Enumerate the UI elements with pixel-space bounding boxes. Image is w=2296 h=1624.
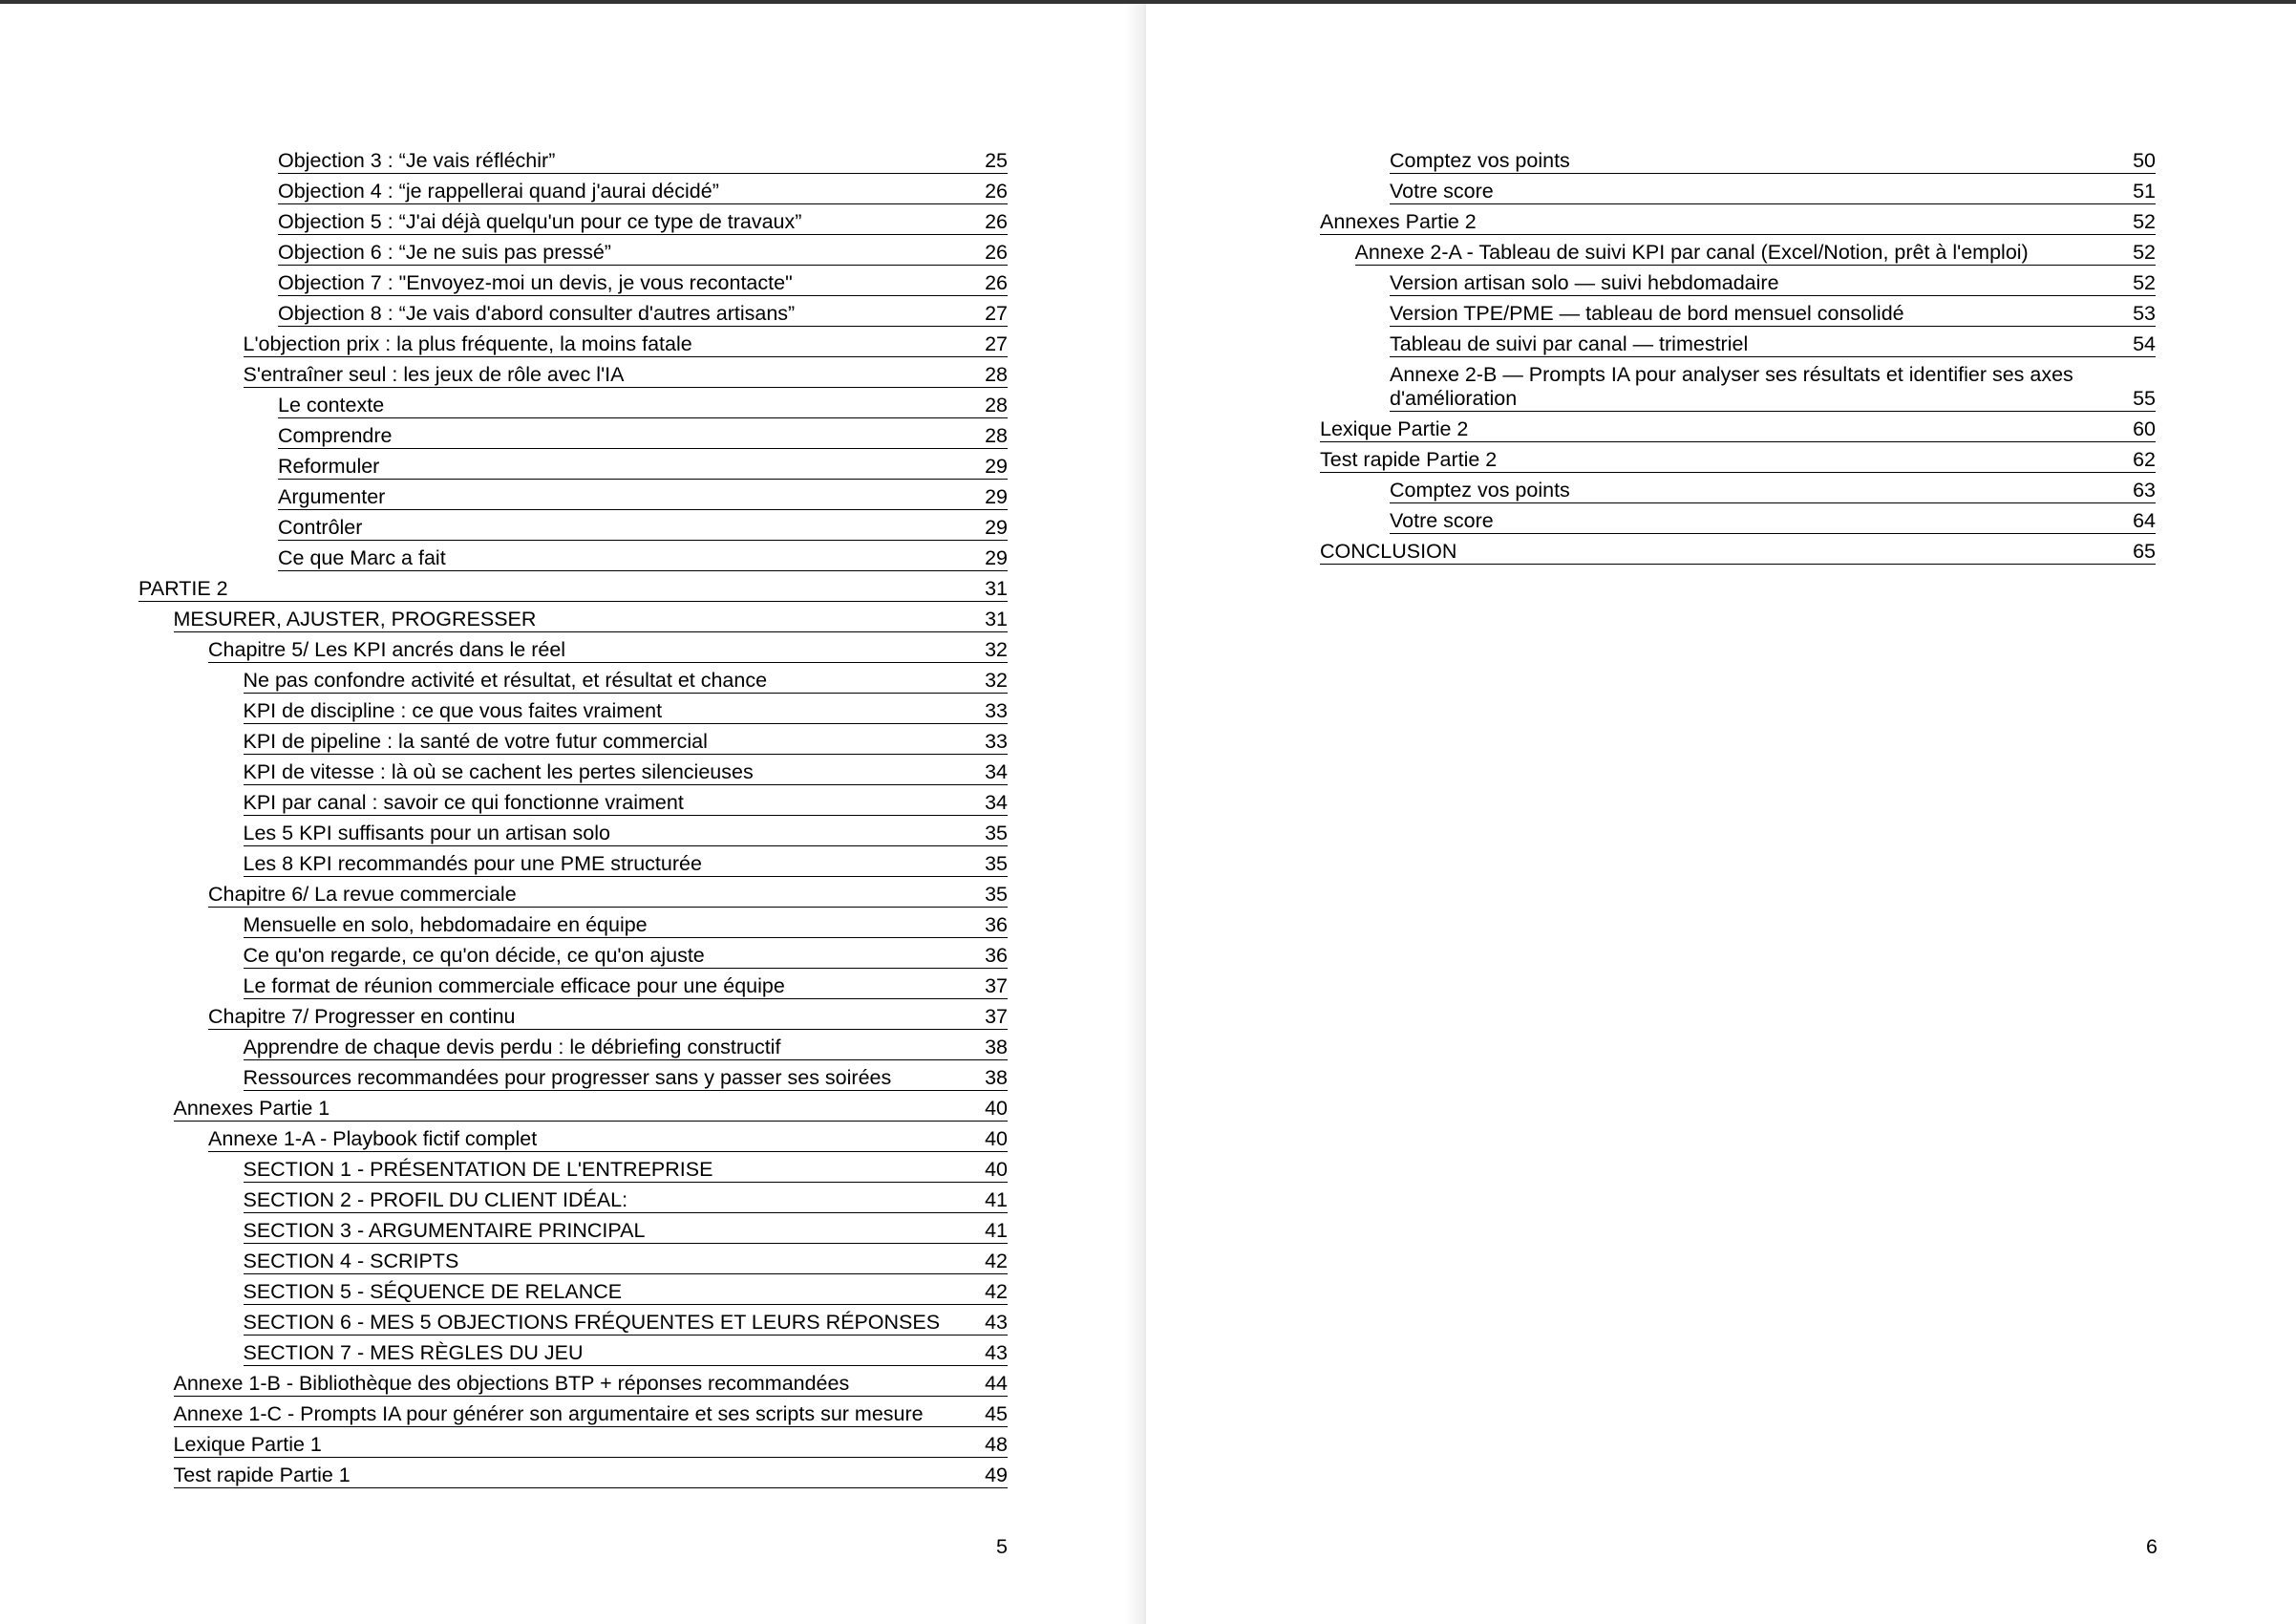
toc-entry[interactable] [244,1250,1009,1274]
toc-entry-title: Comptez vos points [1390,149,1570,172]
toc-entry-title: Annexes Partie 2 [1320,210,1477,233]
toc-entry-page-number: 38 [985,1066,1008,1089]
table-of-contents-left [138,149,1008,1488]
toc-entry[interactable] [1390,332,2156,357]
page-number-left: 5 [996,1535,1008,1558]
toc-entry-title: Objection 4 : “je rappellerai quand j'aurai décidé” [278,180,719,203]
toc-entry-title: Ne pas confondre activité et résultat, et résultat et chance [243,669,768,692]
toc-entry-page-number: 42 [985,1250,1008,1272]
toc-entry-page-number: 45 [985,1402,1008,1425]
toc-entry-page-number: 40 [985,1158,1008,1181]
toc-entry[interactable] [208,1127,1008,1152]
toc-entry[interactable] [208,638,1008,663]
toc-entry[interactable] [244,791,1009,816]
toc-entry[interactable] [208,883,1008,908]
toc-entry-title: SECTION 3 - ARGUMENTAIRE PRINCIPAL [243,1219,646,1242]
toc-entry-page-number: 49 [985,1464,1008,1486]
toc-entry-title: Annexe 1-C - Prompts IA pour générer son argumentaire et ses scripts sur mesure [173,1402,924,1425]
toc-entry-page-number: 26 [985,271,1008,294]
toc-entry-page-number: 29 [985,516,1008,539]
toc-entry-title: KPI par canal : savoir ce qui fonctionne vraiment [243,791,684,814]
toc-entry[interactable] [1390,509,2156,534]
toc-entry-title: Annexes Partie 1 [173,1097,330,1120]
toc-entry-page-number: 64 [2133,509,2156,532]
toc-entry-title: Contrôler [278,516,363,539]
toc-entry-page-number: 34 [985,791,1008,814]
toc-entry-title: Comprendre [278,424,393,447]
toc-entry[interactable] [1320,417,2156,442]
toc-entry-title: Ressources recommandées pour progresser sans y passer ses soirées [243,1066,892,1089]
toc-entry-page-number: 36 [985,913,1008,936]
toc-entry[interactable] [1390,302,2156,327]
toc-entry-title: KPI de discipline : ce que vous faites vraiment [243,699,663,722]
toc-entry-page-number: 41 [985,1188,1008,1211]
toc-entry-page-number: 35 [985,852,1008,875]
toc-entry-title: SECTION 4 - SCRIPTS [243,1250,459,1272]
toc-entry-page-number: 38 [985,1036,1008,1058]
toc-entry-page-number: 43 [985,1341,1008,1364]
toc-entry-page-number: 26 [985,241,1008,264]
toc-entry[interactable] [1390,271,2156,296]
toc-entry-title: Reformuler [278,455,380,478]
toc-entry-page-number: 55 [2133,387,2156,410]
toc-entry-page-number: 25 [985,149,1008,172]
toc-entry-page-number: 52 [2133,271,2156,294]
toc-entry[interactable] [278,485,1008,510]
toc-entry-title: KPI de vitesse : là où se cachent les pertes silencieuses [243,760,754,783]
toc-entry-title: Test rapide Partie 2 [1320,448,1498,471]
toc-entry-page-number: 28 [985,363,1008,386]
toc-entry-title: Test rapide Partie 1 [173,1464,351,1486]
toc-entry[interactable] [244,1311,1009,1336]
toc-entry-page-number: 27 [985,332,1008,355]
toc-entry-title: SECTION 7 - MES RÈGLES DU JEU [243,1341,584,1364]
toc-entry-title: Votre score [1390,180,1494,203]
toc-entry[interactable] [244,1341,1009,1366]
toc-entry-page-number: 35 [985,822,1008,844]
toc-entry-page-number: 43 [985,1311,1008,1334]
toc-entry-page-number: 35 [985,883,1008,906]
toc-entry[interactable] [174,608,1009,632]
toc-entry-title: SECTION 1 - PRÉSENTATION DE L'ENTREPRISE [243,1158,713,1181]
toc-entry-title: Annexe 2-B — Prompts IA pour analyser ses résultats et identifier ses axes d'amélioration [1390,363,2073,410]
toc-entry[interactable] [244,1219,1009,1244]
toc-entry-title: Annexe 1-A - Playbook fictif complet [208,1127,538,1150]
toc-entry-title: MESURER, AJUSTER, PROGRESSER [173,608,537,630]
toc-entry[interactable] [278,302,1008,327]
toc-entry-title: Version artisan solo — suivi hebdomadaire [1390,271,1779,294]
toc-entry-page-number: 29 [985,455,1008,478]
toc-entry-page-number: 26 [985,210,1008,233]
toc-entry-title: Annexe 1-B - Bibliothèque des objections BTP + réponses recommandées [173,1372,850,1395]
toc-entry[interactable] [1390,149,2156,174]
toc-entry[interactable] [208,1005,1008,1030]
toc-entry-page-number: 33 [985,730,1008,753]
toc-entry[interactable] [1355,241,2157,266]
toc-entry[interactable] [1390,479,2156,503]
toc-entry-title: L'objection prix : la plus fréquente, la moins fatale [243,332,692,355]
toc-entry[interactable] [244,1066,1009,1091]
toc-entry[interactable] [244,363,1009,388]
toc-entry-title: Mensuelle en solo, hebdomadaire en équipe [243,913,648,936]
toc-entry-title: Votre score [1390,509,1494,532]
toc-entry[interactable] [244,699,1009,724]
toc-entry-page-number: 29 [985,485,1008,508]
toc-entry-page-number: 27 [985,302,1008,325]
toc-entry-title: Annexe 2-A - Tableau de suivi KPI par canal (Excel/Notion, prêt à l'emploi) [1354,241,2029,264]
toc-entry-page-number: 28 [985,394,1008,417]
toc-entry-page-number: 32 [985,669,1008,692]
toc-entry-page-number: 54 [2133,332,2156,355]
toc-entry-title: Lexique Partie 1 [173,1433,322,1456]
toc-entry-page-number: 31 [985,608,1008,630]
toc-entry[interactable] [244,1158,1009,1183]
toc-entry-page-number: 40 [985,1127,1008,1150]
toc-entry-title: Comptez vos points [1390,479,1570,502]
toc-entry-title: Chapitre 6/ La revue commerciale [208,883,517,906]
toc-entry-title: SECTION 2 - PROFIL DU CLIENT IDÉAL: [243,1188,628,1211]
toc-entry[interactable] [174,1097,1009,1122]
toc-entry[interactable] [1320,540,2156,565]
toc-entry-page-number: 37 [985,974,1008,997]
toc-entry-page-number: 44 [985,1372,1008,1395]
toc-entry-page-number: 34 [985,760,1008,783]
table-of-contents-right [1320,149,2156,565]
toc-entry-page-number: 42 [985,1280,1008,1303]
toc-entry[interactable] [244,730,1009,755]
toc-entry[interactable] [244,822,1009,846]
toc-entry[interactable] [244,760,1009,785]
toc-entry-title: SECTION 6 - MES 5 OBJECTIONS FRÉQUENTES ET LEURS RÉPONSES [243,1311,941,1334]
toc-entry-page-number: 48 [985,1433,1008,1456]
toc-entry-page-number: 41 [985,1219,1008,1242]
toc-entry[interactable] [278,271,1008,296]
toc-entry-page-number: 51 [2133,180,2156,203]
toc-entry-title: CONCLUSION [1320,540,1457,563]
toc-entry-title: Objection 7 : "Envoyez-moi un devis, je vous recontacte" [278,271,793,294]
toc-entry[interactable] [278,455,1008,480]
toc-entry-page-number: 52 [2133,210,2156,233]
toc-entry[interactable] [138,577,1008,602]
toc-entry-title: Ce que Marc a fait [278,546,446,569]
toc-entry-title: Lexique Partie 2 [1320,417,1469,440]
toc-entry-title: Les 5 KPI suffisants pour un artisan solo [243,822,610,844]
toc-entry[interactable] [244,669,1009,694]
toc-entry-title: SECTION 5 - SÉQUENCE DE RELANCE [243,1280,623,1303]
toc-entry[interactable] [244,913,1009,938]
toc-entry-title: Objection 8 : “Je vais d'abord consulter d'autres artisans” [278,302,796,325]
toc-entry[interactable] [278,180,1008,204]
toc-entry[interactable] [174,1402,1009,1427]
toc-entry-page-number: 26 [985,180,1008,203]
toc-entry-title: Les 8 KPI recommandés pour une PME structurée [243,852,702,875]
toc-entry[interactable] [244,1036,1009,1060]
toc-entry-page-number: 50 [2133,149,2156,172]
toc-entry-title: Chapitre 7/ Progresser en continu [208,1005,516,1028]
toc-entry-title: Objection 3 : “Je vais réfléchir” [278,149,556,172]
toc-entry[interactable] [1320,210,2156,235]
toc-entry[interactable] [244,1280,1009,1305]
toc-entry[interactable] [174,1464,1009,1488]
toc-entry-title: S'entraîner seul : les jeux de rôle avec l'IA [243,363,625,386]
toc-entry-page-number: 32 [985,638,1008,661]
toc-entry-page-number: 52 [2133,241,2156,264]
toc-entry-page-number: 60 [2133,417,2156,440]
toc-entry-page-number: 62 [2133,448,2156,471]
toc-entry-page-number: 40 [985,1097,1008,1120]
toc-entry-page-number: 29 [985,546,1008,569]
page-gutter [1125,4,1146,1624]
toc-entry[interactable] [244,974,1009,999]
toc-entry[interactable] [1390,363,2156,412]
toc-entry[interactable] [278,424,1008,449]
toc-entry-title: Objection 5 : “J'ai déjà quelqu'un pour ce type de travaux” [278,210,802,233]
page-left [0,4,1142,1624]
toc-entry[interactable] [244,852,1009,877]
toc-entry-page-number: 37 [985,1005,1008,1028]
page-right [1146,4,2296,1624]
toc-entry[interactable] [244,944,1009,969]
toc-entry-title: Version TPE/PME — tableau de bord mensuel consolidé [1390,302,1904,325]
toc-entry-title: KPI de pipeline : la santé de votre futur commercial [243,730,708,753]
toc-entry-title: Argumenter [278,485,386,508]
toc-entry-page-number: 28 [985,424,1008,447]
toc-entry[interactable] [244,332,1009,357]
page-number-right: 6 [2146,1535,2158,1558]
toc-entry-page-number: 65 [2133,540,2156,563]
toc-entry-page-number: 36 [985,944,1008,967]
toc-entry[interactable] [278,394,1008,418]
toc-entry[interactable] [278,516,1008,541]
toc-entry[interactable] [278,241,1008,266]
toc-entry-title: Chapitre 5/ Les KPI ancrés dans le réel [208,638,566,661]
toc-entry-title: Objection 6 : “Je ne suis pas pressé” [278,241,611,264]
toc-entry-title: PARTIE 2 [138,577,228,600]
toc-entry-page-number: 31 [985,577,1008,600]
toc-entry-page-number: 63 [2133,479,2156,502]
toc-entry-page-number: 53 [2133,302,2156,325]
toc-entry-title: Ce qu'on regarde, ce qu'on décide, ce qu'on ajuste [243,944,705,967]
toc-entry[interactable] [174,1433,1009,1458]
toc-entry[interactable] [1390,180,2156,204]
toc-entry[interactable] [244,1188,1009,1213]
toc-entry[interactable] [278,149,1008,174]
toc-entry-page-number: 33 [985,699,1008,722]
toc-entry[interactable] [174,1372,1009,1397]
toc-entry[interactable] [278,210,1008,235]
toc-entry-title: Le format de réunion commerciale efficace pour une équipe [243,974,785,997]
toc-entry[interactable] [1320,448,2156,473]
toc-entry-title: Apprendre de chaque devis perdu : le débriefing constructif [243,1036,781,1058]
toc-entry[interactable] [278,546,1008,571]
toc-entry-title: Tableau de suivi par canal — trimestriel [1390,332,1749,355]
toc-entry-title: Le contexte [278,394,385,417]
